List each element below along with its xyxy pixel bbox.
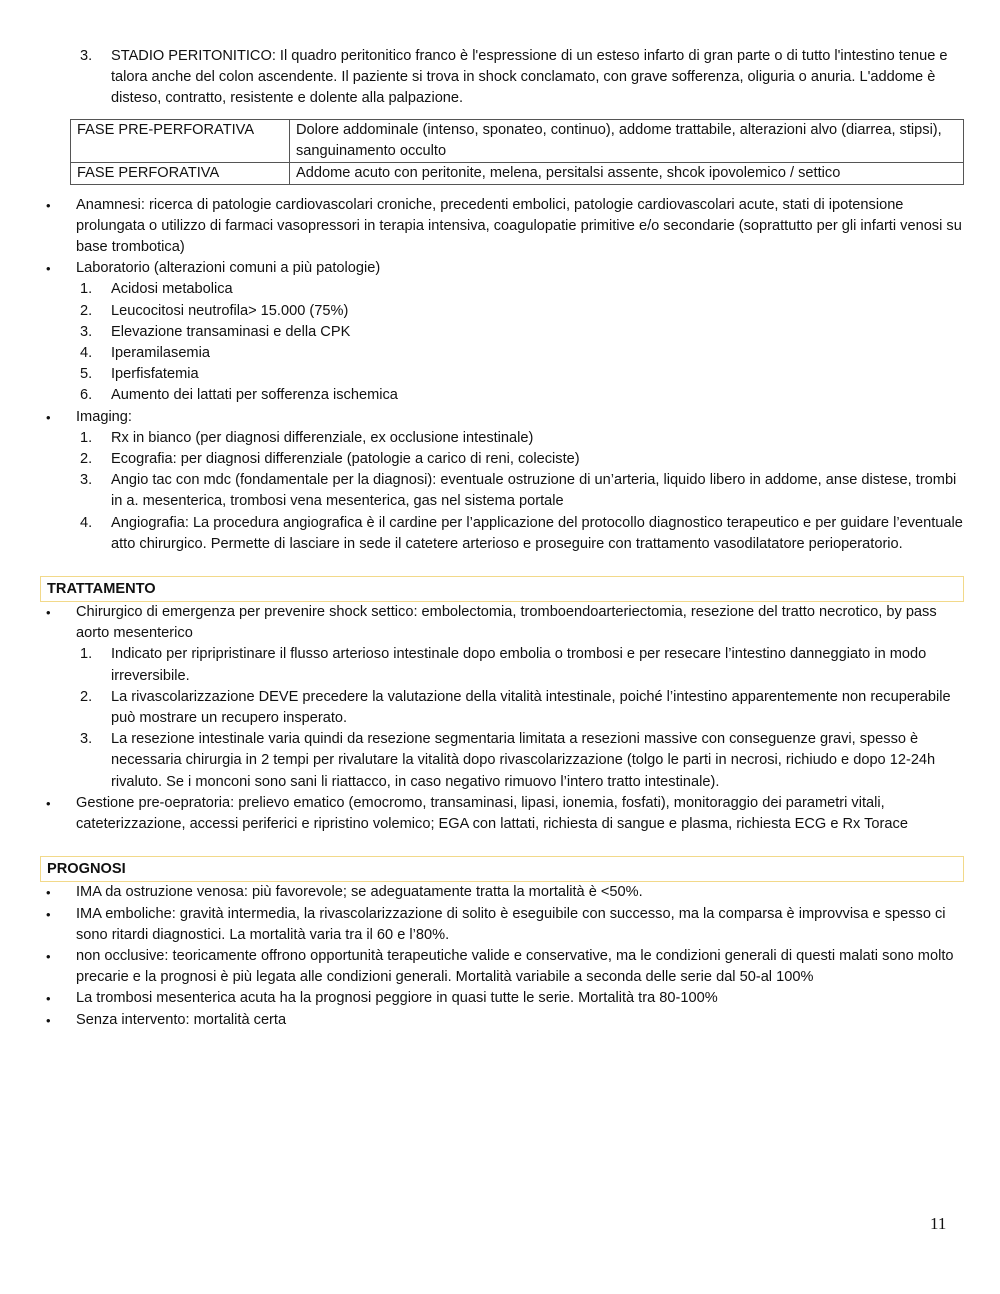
bullet-icon: • — [46, 991, 51, 1007]
item-text: La rivascolarizzazione DEVE precedere la valutazione della vitalità intestinale, poiché l’intestino apparentemente non recuperabile può mostrare un recupero insperato. — [111, 688, 951, 727]
bullet-icon: • — [46, 197, 51, 213]
item-text: Acidosi metabolica — [111, 281, 233, 298]
item-number: 4. — [80, 345, 93, 362]
bullet-icon: • — [46, 795, 51, 811]
desc-cell: Dolore addominale (intenso, sponateo, continuo), addome trattabile, alterazioni alvo (diarrea, stipsi), sanguinamento occulto — [290, 119, 964, 162]
bullet-icon: • — [46, 948, 51, 964]
item-text: non occlusive: teoricamente offrono opportunità terapeutiche valide e conservative, ma le condizioni generali di questi malati sono molto precarie e la prognosi è più legata alle condizioni generali. Mortalità variabile a seconda delle serie dal 50-al 100% — [76, 947, 954, 986]
list-item — [40, 279, 964, 300]
imaging-list — [40, 428, 964, 555]
item-number: 3. — [80, 323, 93, 340]
item-text: Laboratorio (alterazioni comuni a più patologie) — [76, 260, 381, 277]
lab-list — [40, 279, 964, 406]
item-number: 6. — [80, 387, 93, 404]
bullet-icon: • — [46, 885, 51, 901]
item-text: Elevazione transaminasi e della CPK — [111, 323, 351, 340]
chirurgico-item — [40, 602, 964, 644]
list-item — [40, 449, 964, 470]
list-item — [40, 470, 964, 512]
page-content — [40, 46, 964, 1031]
item-text: IMA da ostruzione venosa: più favorevole; se adeguatamente tratta la mortalità è <50%. — [76, 884, 643, 901]
prognosi-list — [40, 882, 964, 1030]
phase-cell: FASE PERFORATIVA — [71, 162, 290, 184]
item-number: 1. — [80, 429, 93, 446]
prognosi-heading: PROGNOSI — [40, 856, 964, 882]
list-item — [40, 322, 964, 343]
phase-table — [70, 119, 964, 185]
bullet-icon: • — [46, 261, 51, 277]
item-text: IMA emboliche: gravità intermedia, la rivascolarizzazione di solito è eseguibile con successo, ma la comparsa è improvvisa e spesso ci sono ritardi diagnostici. La mortalità varia tra il 60 e l’80%. — [76, 905, 946, 943]
item-text: Iperfisfatemia — [111, 366, 199, 383]
laboratorio-item — [40, 258, 964, 279]
list-item — [40, 904, 964, 946]
imaging-item — [40, 407, 964, 428]
anamnesi-item — [40, 195, 964, 259]
desc-cell: Addome acuto con peritonite, melena, persitalsi assente, shcok ipovolemico / settico — [290, 162, 964, 184]
trattamento-list — [40, 644, 964, 792]
item-text: La trombosi mesenterica acuta ha la prognosi peggiore in quasi tutte le serie. Mortalità tra 80-100% — [76, 990, 718, 1007]
item-number: 3. — [80, 48, 93, 64]
bullet-icon: • — [46, 906, 51, 922]
item-number: 1. — [80, 281, 93, 298]
item-text: STADIO PERITONITICO: Il quadro peritonitico franco è l'espressione di un esteso infarto di gran parte o di tutto l'intestino tenue e talora anche del colon ascendente. Il paziente si trova in shock conclamato, con grave sofferenza, oliguria o anuria. L'addome è disteso, contratto, resistente e dolente alla palpazione. — [111, 48, 948, 107]
item-number: 3. — [80, 731, 93, 748]
item-text: Anamnesi: ricerca di patologie cardiovascolari croniche, precedenti embolici, patologie cardiovascolari acute, stati di ipotensione prolungata o utilizzo di farmaci vasopressori in terapia intensiva, coagulopatie primitive e/o secondarie (soprattutto per gli infarti venosi su base trombotica) — [76, 196, 962, 256]
item-text: Angiografia: La procedura angiografica è il cardine per l’applicazione del protocollo diagnostico terapeutico e per guidare l’eventuale atto chirurgico. Permette di lasciare in sede il catetere arterioso e proseguire con trattamento vasodilatatore perioperatorio. — [111, 514, 963, 552]
item-text: Rx in bianco (per diagnosi differenziale, ex occlusione intestinale) — [111, 429, 534, 446]
item-text: Aumento dei lattati per sofferenza ischemica — [111, 387, 398, 404]
item-number: 1. — [80, 646, 93, 663]
item-text: Chirurgico di emergenza per prevenire shock settico: embolectomia, tromboendoarteriectomia, resezione del tratto necrotico, by pass aorto mesenterico — [76, 604, 937, 642]
list-item — [40, 385, 964, 406]
item-number: 5. — [80, 366, 93, 383]
list-item — [40, 364, 964, 385]
list-item — [40, 946, 964, 988]
list-item — [40, 513, 964, 555]
item-text: Leucocitosi neutrofila> 15.000 (75%) — [111, 302, 349, 319]
list-item — [40, 882, 964, 903]
list-item — [40, 729, 964, 793]
list-item — [40, 687, 964, 729]
gestione-item — [40, 793, 964, 835]
item-number: 4. — [80, 514, 93, 531]
item-text: Gestione pre-oepratoria: prelievo ematico (emocromo, transaminasi, lipasi, ionemia, fosfati), monitoraggio dei parametri vitali, cateterizzazione, accessi periferici e ripristino volemico; EGA con lattati, richiesta di sangue e plasma, richiesta ECG e Rx Torace — [76, 794, 908, 833]
item-text: Ecografia: per diagnosi differenziale (patologie a carico di reni, coleciste) — [111, 451, 580, 468]
item-text: La resezione intestinale varia quindi da resezione segmentaria limitata a resezioni massive con conseguenze gravi, spesso è necessaria chirurgia in 2 tempi per rivalutare la vitalità dopo rivascolarizzazione (tolgo le parti in necrosi, richiudo e dopo 12-24h rivaluto. Se i monconi sono sani li riattacco, in caso negativo rimuovo l’intero tratto intestinale). — [111, 731, 936, 790]
list-item — [40, 644, 964, 686]
list-item — [40, 343, 964, 364]
bullet-icon: • — [46, 605, 51, 621]
item-text: Imaging: — [76, 408, 132, 425]
item-number: 3. — [80, 472, 93, 489]
table-row — [71, 119, 964, 162]
item-text: Iperamilasemia — [111, 345, 210, 362]
item-number: 2. — [80, 688, 93, 705]
bullet-icon: • — [46, 1012, 51, 1028]
item-number: 2. — [80, 302, 93, 319]
page-number: 11 — [930, 1214, 947, 1233]
list-item — [40, 1010, 964, 1031]
item-text: Indicato per ripripristinare il flusso arterioso intestinale dopo embolia o trombosi e per resecare l’intestino danneggiato in modo irreversibile. — [111, 646, 927, 684]
list-item — [40, 988, 964, 1009]
bullet-icon: • — [46, 409, 51, 425]
phase-cell: FASE PRE-PERFORATIVA — [71, 119, 290, 162]
list-item — [40, 428, 964, 449]
table-row — [71, 162, 964, 184]
item-number: 2. — [80, 451, 93, 468]
stadio-peritonitico-item — [40, 46, 964, 110]
trattamento-heading: TRATTAMENTO — [40, 576, 964, 602]
list-item — [40, 301, 964, 322]
item-text: Angio tac con mdc (fondamentale per la diagnosi): eventuale ostruzione di un’arteria, liquido libero in addome, anse distese, trombi in a. mesenterica, trombosi vena mesenterica, gas nel sistema portale — [111, 472, 957, 510]
item-text: Senza intervento: mortalità certa — [76, 1011, 287, 1028]
